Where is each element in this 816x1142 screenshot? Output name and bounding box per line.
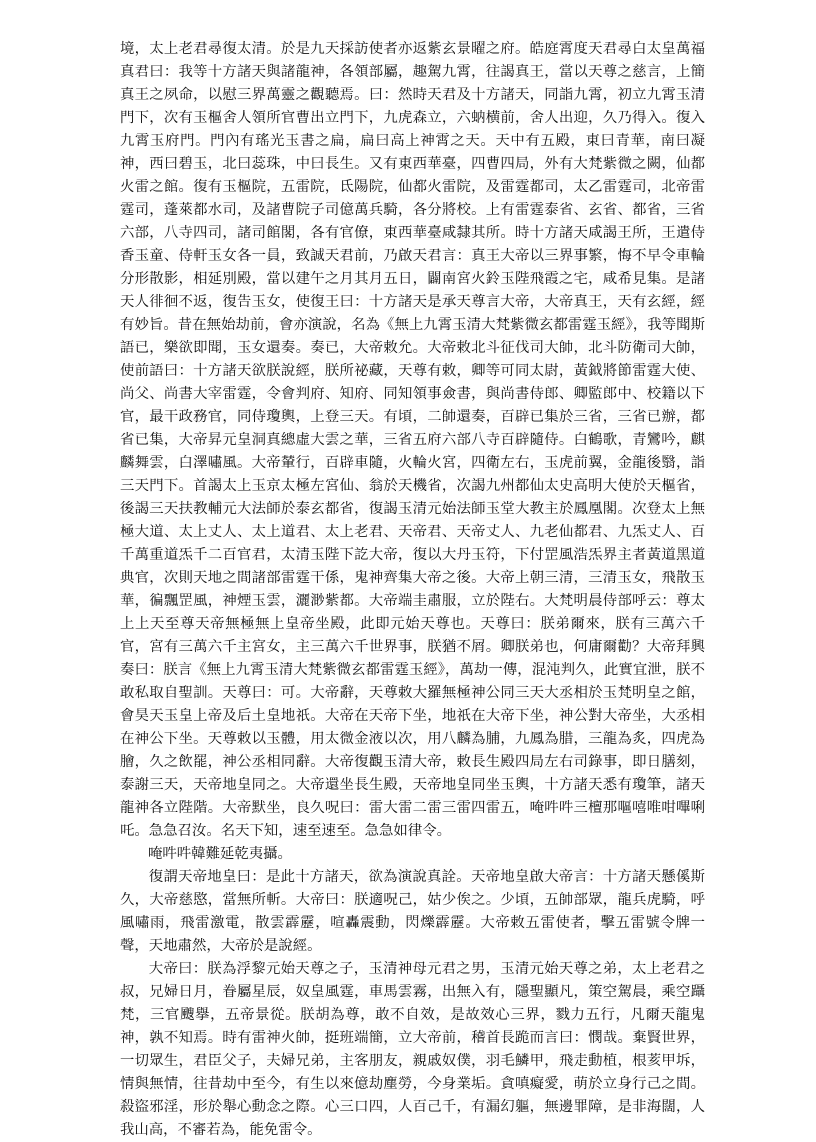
scripture-page — [120, 38, 705, 1142]
paragraph-emperor-speech: 大帝曰：朕為浮黎元始天尊之子，玉清神母元君之男，玉清元始天尊之弟，太上老君之叔，兄婦日月，眷屬星辰，奴皇風霆，車馬雲霧，出無入有，隱聖顯凡，策空駕晨，乘空躡梵，三官颼擧，五帝景從。朕胡為尊，敢不自效，是故效心三界，戮力五行，凡爾天龍鬼神，孰不知焉。時有雷神火帥，挺班端簡，立大帝前，稽首長跪而言曰：憫哉。棄賢世界，一切眾生，君臣父子，夫婦兄弟，主客朋友，親戚奴僕，羽毛鱗甲，飛走動植，根荄甲坼，情與無情，往昔劫中至今，有生以來億劫塵勞，今身業垢。貪嗔癡愛，萌於立身行己之間。殺盜邪淫，形於舉心動念之際。心三口四，人百己千，有漏幻軀，無邊罪障，是非海闊，人我山高，不審若為，能免雷令。 — [120, 961, 705, 1138]
paragraph-mantra: 唵吽吽韓難延乾夷攝。 — [148, 846, 292, 862]
paragraph-assembly: 境，太上老君尋復太清。於是九天採訪使者亦返紫玄景曜之府。皓庭霄度天君尋白太皇萬福真君曰：我等十方諸天與諸龍神，各領部屬，趣駕九霄，往謁真王，當以天尊之慈言，上簡真王之夙命，以慰三界萬靈之觀聽焉。曰：然時天君及十方諸天，同詣九霄，初立九霄玉清門下，次有玉樞舍人領所官曹出立門下，九虎森立，六蚋横前，舍人出迎，久乃得入。復入九霄玉府門。門內有瑤光玉書之扁，扁曰高上神霄之天。天中有五殿，東曰青華，南曰凝神，西曰碧玉，北曰蕊珠，中曰長生。又有東西華臺，四曹四局，外有大梵紫微之闕，仙都火雷之館。復有玉樞院，五雷院，氐陽院，仙都火雷院，及雷霆都司，太乙雷霆司，北帝雷霆司，蓬萊都水司，及諸曹院子司億萬兵騎，各分將校。上有雷霆泰省、玄省、都省，三省六部，八寺四司，諸司館閣，各有官僚，東西華臺咸隸其所。時十方諸天咸謁王所，王遣侍香玉童、侍軒玉女各一員，致誠天君前，乃啟天君言：真王大帝以三界事繁，悔不早令車輪分形散影，相延別殿，當以建午之月其月五日，闢南宮火鈴玉陛飛霞之宅，咸希見集。是諸天人徘徊不返，復告玉女，使復王曰：十方諸天是承天尊言大帝，大帝真王，天有玄經，經有妙旨。昔在無始劫前，會亦演說，名為《無上九霄玉清大梵紫微玄都雷霆玉經》，我等聞斯語已，樂欲即聞，玉女還奏。奏已，大帝敕允。大帝敕北斗征伐司大帥，北斗防衛司大帥，使前語曰：十方諸天欲朕說經，朕所祕藏，天尊有敕，卿等可同太尉，黃鉞將節雷霆大使、尚父、尚書大宰雷霆，令會判府、知府、同知領事僉書，與尚書侍郎、卿監郎中、校籍以下官，最干政務官，同侍瓊輿，上登三天。有頃，二帥還奏，百辟已集於三省，三省已辦，都省已集，大帝昇元皇洞真總虛大雲之華，三省五府六部八寺百辟隨侍。白鶴歌，青鸞吟，麒麟舞雲，白澤嘯風。大帝輦行，百辟車隨，火輪火宮，四衛左右，玉虎前翼，金龍後翳，詣三天門下。首謁太上玉京太極左宮仙、翁於天機省，次謁九州都仙太史高明大使於天樞省，後謁三天扶教輔元大法師於泰玄都省，復謁玉清元始法師玉堂大教主於鳳凰閣。次登太上無極大道、太上丈人、太上道君、太上老君、天帝君、天帝丈人、九老仙都君、九炁丈人、百千萬重道炁千二百官君，太清玉陛下訖大帝，復以大丹玉符，下付罡風浩炁界主者黃道黑道典官，次則天地之間諸部雷霆干係，鬼神齊集大帝之後。大帝上朝三清，三清玉女，飛散玉華，徧飄罡風，神煙玉雲，灑渺紫都。大帝端圭肅服，立於陛右。大梵明晨侍部呼云：尊太上上天至尊天帝無極無上皇帝坐殿，此即元始天尊也。天尊曰：朕弟爾來，朕有三萬六千官，宮有三萬六千主宮女，主三萬六千世界事，朕猶不屑。卿朕弟也，何庸爾勸？大帝拜興奏曰：朕言《無上九霄玉清大梵紫微玄都雷霆玉經》，萬劫一傳，混沌判久，此實宜泄，朕不敢私取自聖訓。天尊曰：可。大帝辭，天尊敕大羅無極神公同三天大丞相於玉梵明皇之館，會昊天玉皇上帝及后土皇地祇。大帝在天帝下坐，地祇在大帝下坐，神公對大帝坐，大丞相在神公下坐。天尊敕以玉體，用太微金液以次，用八麟為脯，九鳳為腊，三龍為炙，四虎為膾，久之飲罷，神公丞相同辭。大帝復觀玉清大帝，敕長生殿四局左右司錄事，即日膳刻，泰謝三天，天帝地皇同之。大帝還坐長生殿，天帝地皇同坐玉輿，十方諸天悉有瓊筆，諸天龍神各立陛階。大帝默坐，良久呪曰：雷大雷二雷三雷四雷五，唵吽吽三檀那嘔嘻唯咁嗶唎吒。急急召汝。名天下知，速至速至。急急如律令。 — [120, 41, 705, 839]
paragraph-thunder-envoys: 復謂天帝地皇曰：是此十方諸天，欲為演說真詮。天帝地皇啟大帝言：十方諸天懸傒斯久，大帝慈愍，當無所斬。大帝曰：朕適呪己，姑少俟之。少頃，五帥部眾，龍兵虎騎，呼風嘯雨，飛雷激電，散雲霹靂，喧轟震動，閃爍霹靂。大帝敕五雷使者，擊五雷號令牌一聲，天地肅然，大帝於是說經。 — [120, 869, 705, 954]
